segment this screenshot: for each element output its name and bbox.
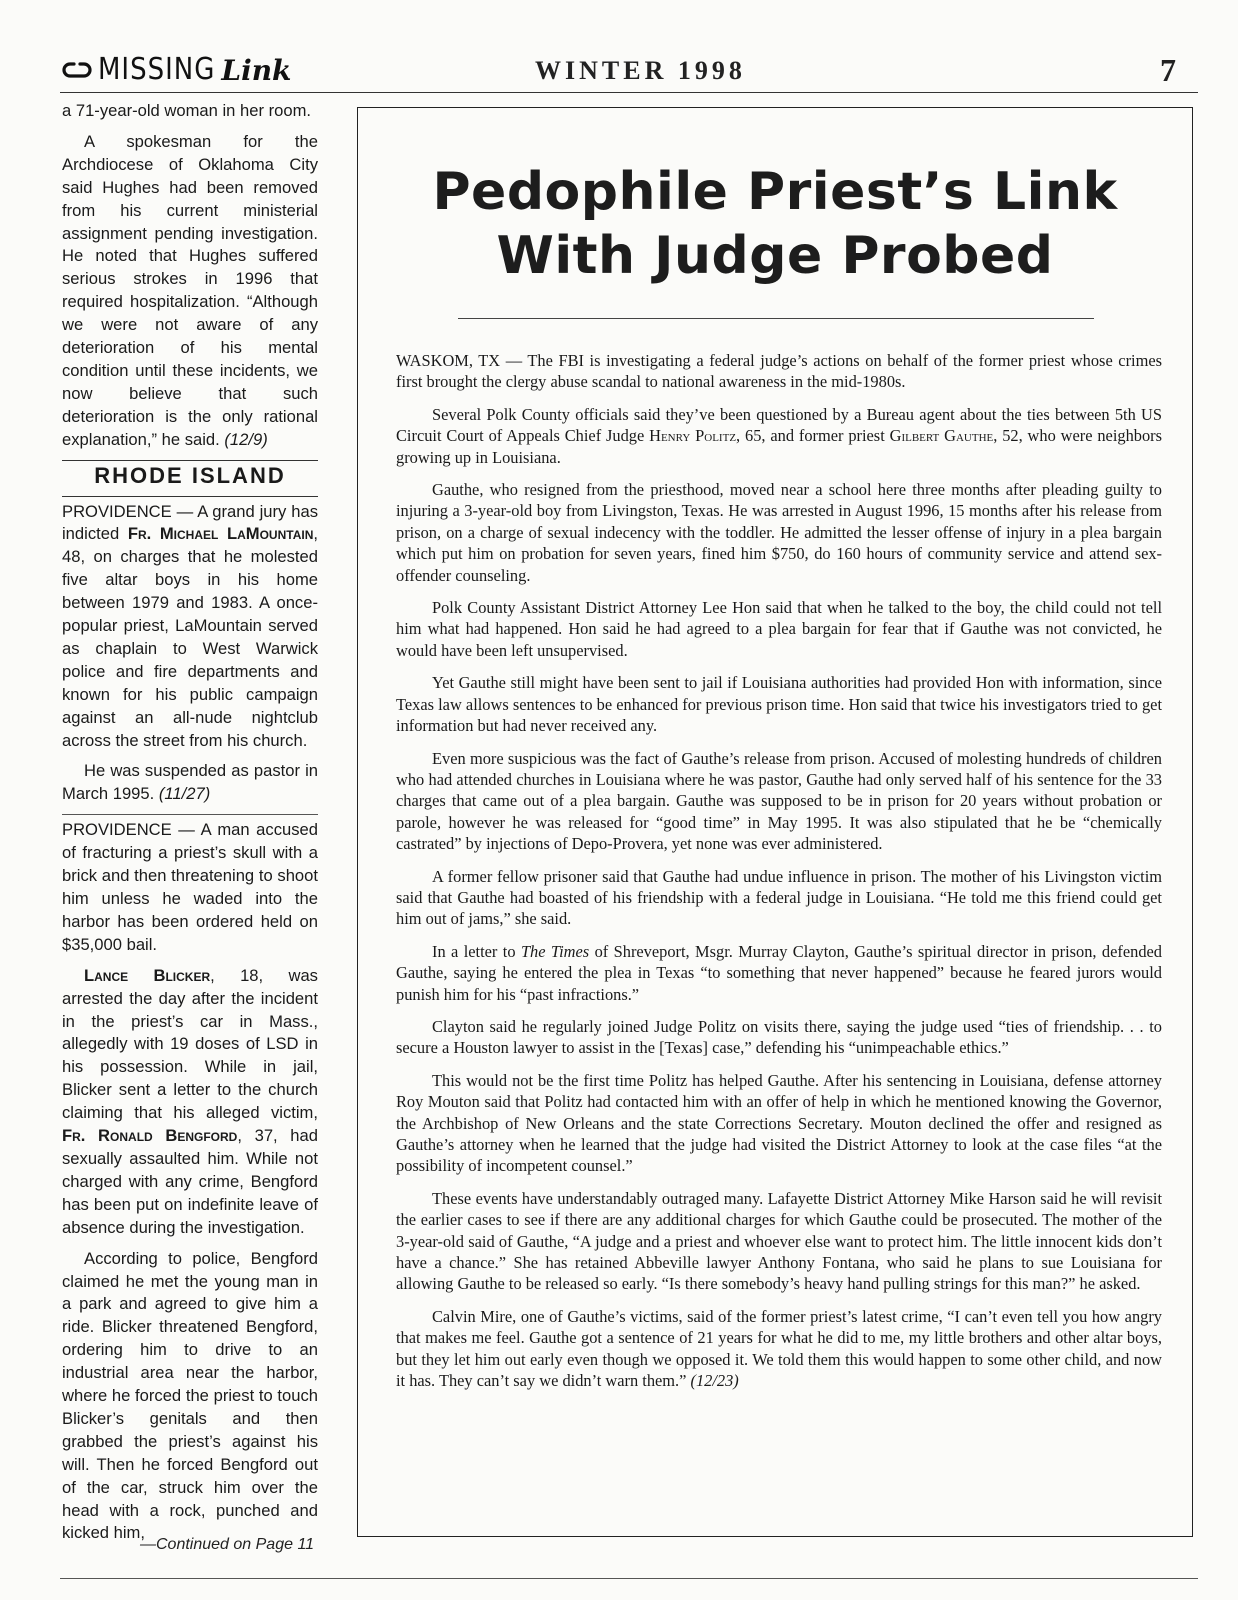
paragraph: PROVIDENCE — A man accused of fracturing a priest’s skull with a brick and then threatening to shoot him unless he waded into the harbor has been ordered held on $35,000 bail. — [62, 820, 318, 954]
issue-date: WINTER 1998 — [535, 56, 746, 85]
continued-note: —Continued on Page 11 — [140, 1536, 315, 1553]
paragraph-text: Several Polk County officials said they’ve been questioned by a Bureau agent about the ties between 5th US Circuit Court of Appeals Chief Judge — [396, 404, 1162, 446]
newspaper-title: The Times — [520, 941, 590, 961]
paragraph-text: , 18, was arrested the day after the incident in the priest’s car in Mass., allegedly with 19 doses of LSD in his possession. While in jail, Blicker sent a letter to the church claiming that his alleged victim, — [62, 965, 318, 1123]
masthead-logo — [62, 52, 291, 88]
paragraph-text: , 37, had sexually assaulted him. While not charged with any crime, Bengford has been put on indefinite leave of absence during the investigation. — [62, 1126, 318, 1237]
paragraph: Yet Gauthe still might have been sent to jail if Louisiana authorities had provided Hon with information, since Texas law allows sentences to be enhanced for previous prison time. Hon said that twice his investigators tried to get information but had never received any. — [396, 673, 1162, 736]
paragraph — [62, 131, 318, 452]
paragraph — [396, 404, 1162, 468]
logo-word-link: Link — [221, 53, 292, 87]
paragraph — [396, 941, 1162, 1005]
paragraph-text: of Shreveport, Msgr. Murray Clayton, Gauthe’s spiritual director in prison, defended Gauthe, saying he entered the plea in Texas “to something that never happened” because he feared jurors would punish him for his “past infractions.” — [396, 941, 1162, 1004]
paragraph: a 71-year-old woman in her room. — [62, 101, 312, 120]
paragraph: These events have understandably outraged many. Lafayette District Attorney Mike Harson said he will revisit the earlier cases to see if there are any additional charges for which Gauthe could be prosecuted. The mother of the 3-year-old said of Gauthe, “A judge and a priest and whoever else want to protect him. The little innocent kids don’t have a chance.” She has retained Abbeville lawyer Anthony Fontana, who said he plans to sue Louisiana for allowing Gauthe to be released so early. “Is there somebody’s heavy hand pulling strings for this man?” he asked. — [396, 1188, 1162, 1294]
paragraph-text: In a letter to — [432, 941, 521, 961]
headline — [358, 160, 1192, 288]
paragraph-text: He was suspended as pastor in March 1995. — [62, 761, 318, 804]
header-rule — [60, 92, 1198, 93]
article-box — [357, 107, 1193, 1537]
paragraph-text: , 48, on charges that he molested five altar boys in his home between 1979 and 1983. A once-popular priest, LaMountain served as chaplain to West Warwick police and fire departments and known for his public campaign against an all-nude nightclub across the street from his church. — [62, 524, 318, 750]
paragraph — [62, 501, 318, 753]
paragraph-text: , 65, and former priest — [736, 426, 890, 446]
paragraph-text: A spokesman for the Archdiocese of Oklahoma City said Hughes had been removed from his current ministerial assignment pending investigation. He noted that Hughes suffered serious strokes in 1996 that required hospitalization. “Although we were not aware of any deterioration of his mental condition until these incidents, we now believe that such deterioration is the only rational explanation,” he said. — [62, 131, 318, 449]
section-divider — [62, 496, 318, 497]
article-body — [396, 350, 1162, 1402]
chain-link-icon — [62, 61, 92, 79]
person-name: Fr. Ronald Bengford — [62, 1126, 238, 1146]
paragraph: According to police, Bengford claimed he met the young man in a park and agreed to give him a ride. Blicker threatened Bengford, ordering him to drive to an industrial area near the harbor, where he forced the priest to touch Blicker’s genitals and then grabbed the priest’s against his will. Then he forced Bengford out of the car, struck him over the head with a rock, punched and kicked him, — [62, 1248, 318, 1543]
page-number: 7 — [1160, 52, 1176, 88]
paragraph-text: , 52, who were neighbors growing up in Louisiana. — [396, 426, 1162, 467]
headline-rule — [458, 318, 1094, 319]
paragraph: Polk County Assistant District Attorney Lee Hon said that when he talked to the boy, the child could not tell him what had happened. Hon said he had agreed to a plea bargain for fear that if Gauthe was not convicted, he would have been left unsupervised. — [396, 598, 1162, 660]
paragraph: This would not be the first time Politz has helped Gauthe. After his sentencing in Louisiana, defense attorney Roy Mouton said that Politz had contacted him with an offer of help in which he mentioned knowing the Governor, the Archbishop of New Orleans and the state Corrections Secretary. Mouton declined the offer and resigned as Gauthe’s attorney when he learned that the judge had visited the District Attorney to look at the case files “at the possibility of incompetent counsel.” — [396, 1070, 1162, 1176]
left-column — [62, 100, 318, 1553]
paragraph: Gauthe, who resigned from the priesthood, moved near a school here three months after pleading guilty to injuring a 3-year-old boy from Livingston, Texas. He was arrested in August 1996, 15 months after his release from prison, on a charge of sexual indecency with the toddler. He admitted the lesser offense of injury in a plea bargain which put him on probation for seven years, fined him $750, do 160 hours of community service and attend sex-offender counseling. — [396, 480, 1162, 585]
state-heading: RHODE ISLAND — [94, 462, 286, 488]
dateline-date: (11/27) — [158, 784, 211, 804]
section-divider — [62, 460, 318, 461]
item-divider — [62, 814, 318, 815]
paragraph: Clayton said he regularly joined Judge Politz on visits there, saying the judge used “ties of friendship. . . to secure a Houston lawyer to assist in the [Texas] case,” defending his “unimpeachable ethics.” — [396, 1016, 1162, 1058]
paragraph-text: Calvin Mire, one of Gauthe’s victims, said of the former priest’s latest crime, “I can’t even tell you how angry that makes me feel. Gauthe got a sentence of 21 years for what he did to me, my little brothers and other altar boys, but they let him out early even though we opposed it. We told them this would happen to some other child, and now it has. They can’t say we didn’t warn them.” — [396, 1306, 1162, 1391]
paragraph-text: PROVIDENCE — A grand jury has indicted — [62, 501, 318, 544]
paragraph: WASKOM, TX — The FBI is investigating a federal judge’s actions on behalf of the former priest whose crimes first brought the clergy abuse scandal to national awareness in the mid-1980s. — [396, 351, 1162, 392]
person-name: Fr. Michael LaMountain — [127, 524, 314, 544]
person-name: Gilbert Gauthe — [889, 426, 994, 446]
paragraph — [396, 1306, 1162, 1392]
paragraph — [62, 965, 318, 1240]
headline-line-2: With Judge Probed — [496, 226, 1054, 286]
footer-rule — [60, 1578, 1198, 1579]
paragraph: A former fellow prisoner said that Gauthe had undue influence in prison. The mother of his Livingston victim said that Gauthe had boasted of his friendship with a federal judge in Louisiana. “He told me this friend could get him out of jams,” she said. — [396, 866, 1162, 929]
dateline-date: (12/9) — [224, 429, 268, 449]
headline-line-1: Pedophile Priest’s Link — [432, 162, 1118, 222]
dateline-date: (12/23) — [690, 1371, 739, 1391]
paragraph — [62, 760, 318, 806]
paragraph: Even more suspicious was the fact of Gauthe’s release from prison. Accused of molesting hundreds of children who had attended churches in Louisiana where he was pastor, Gauthe had only served half of his sentence for the 33 charges that came out of a plea bargain. Gauthe was supposed to be in prison for 20 years without probation or parole, however he was released for “good time” in May 1995. It was also stipulated that he be “chemically castrated” by injections of Depo-Provera, yet none was ever administered. — [396, 748, 1162, 854]
person-name: Lance Blicker — [84, 965, 211, 985]
person-name: Henry Politz — [649, 426, 737, 446]
logo-word-missing: MISSING — [98, 52, 216, 88]
